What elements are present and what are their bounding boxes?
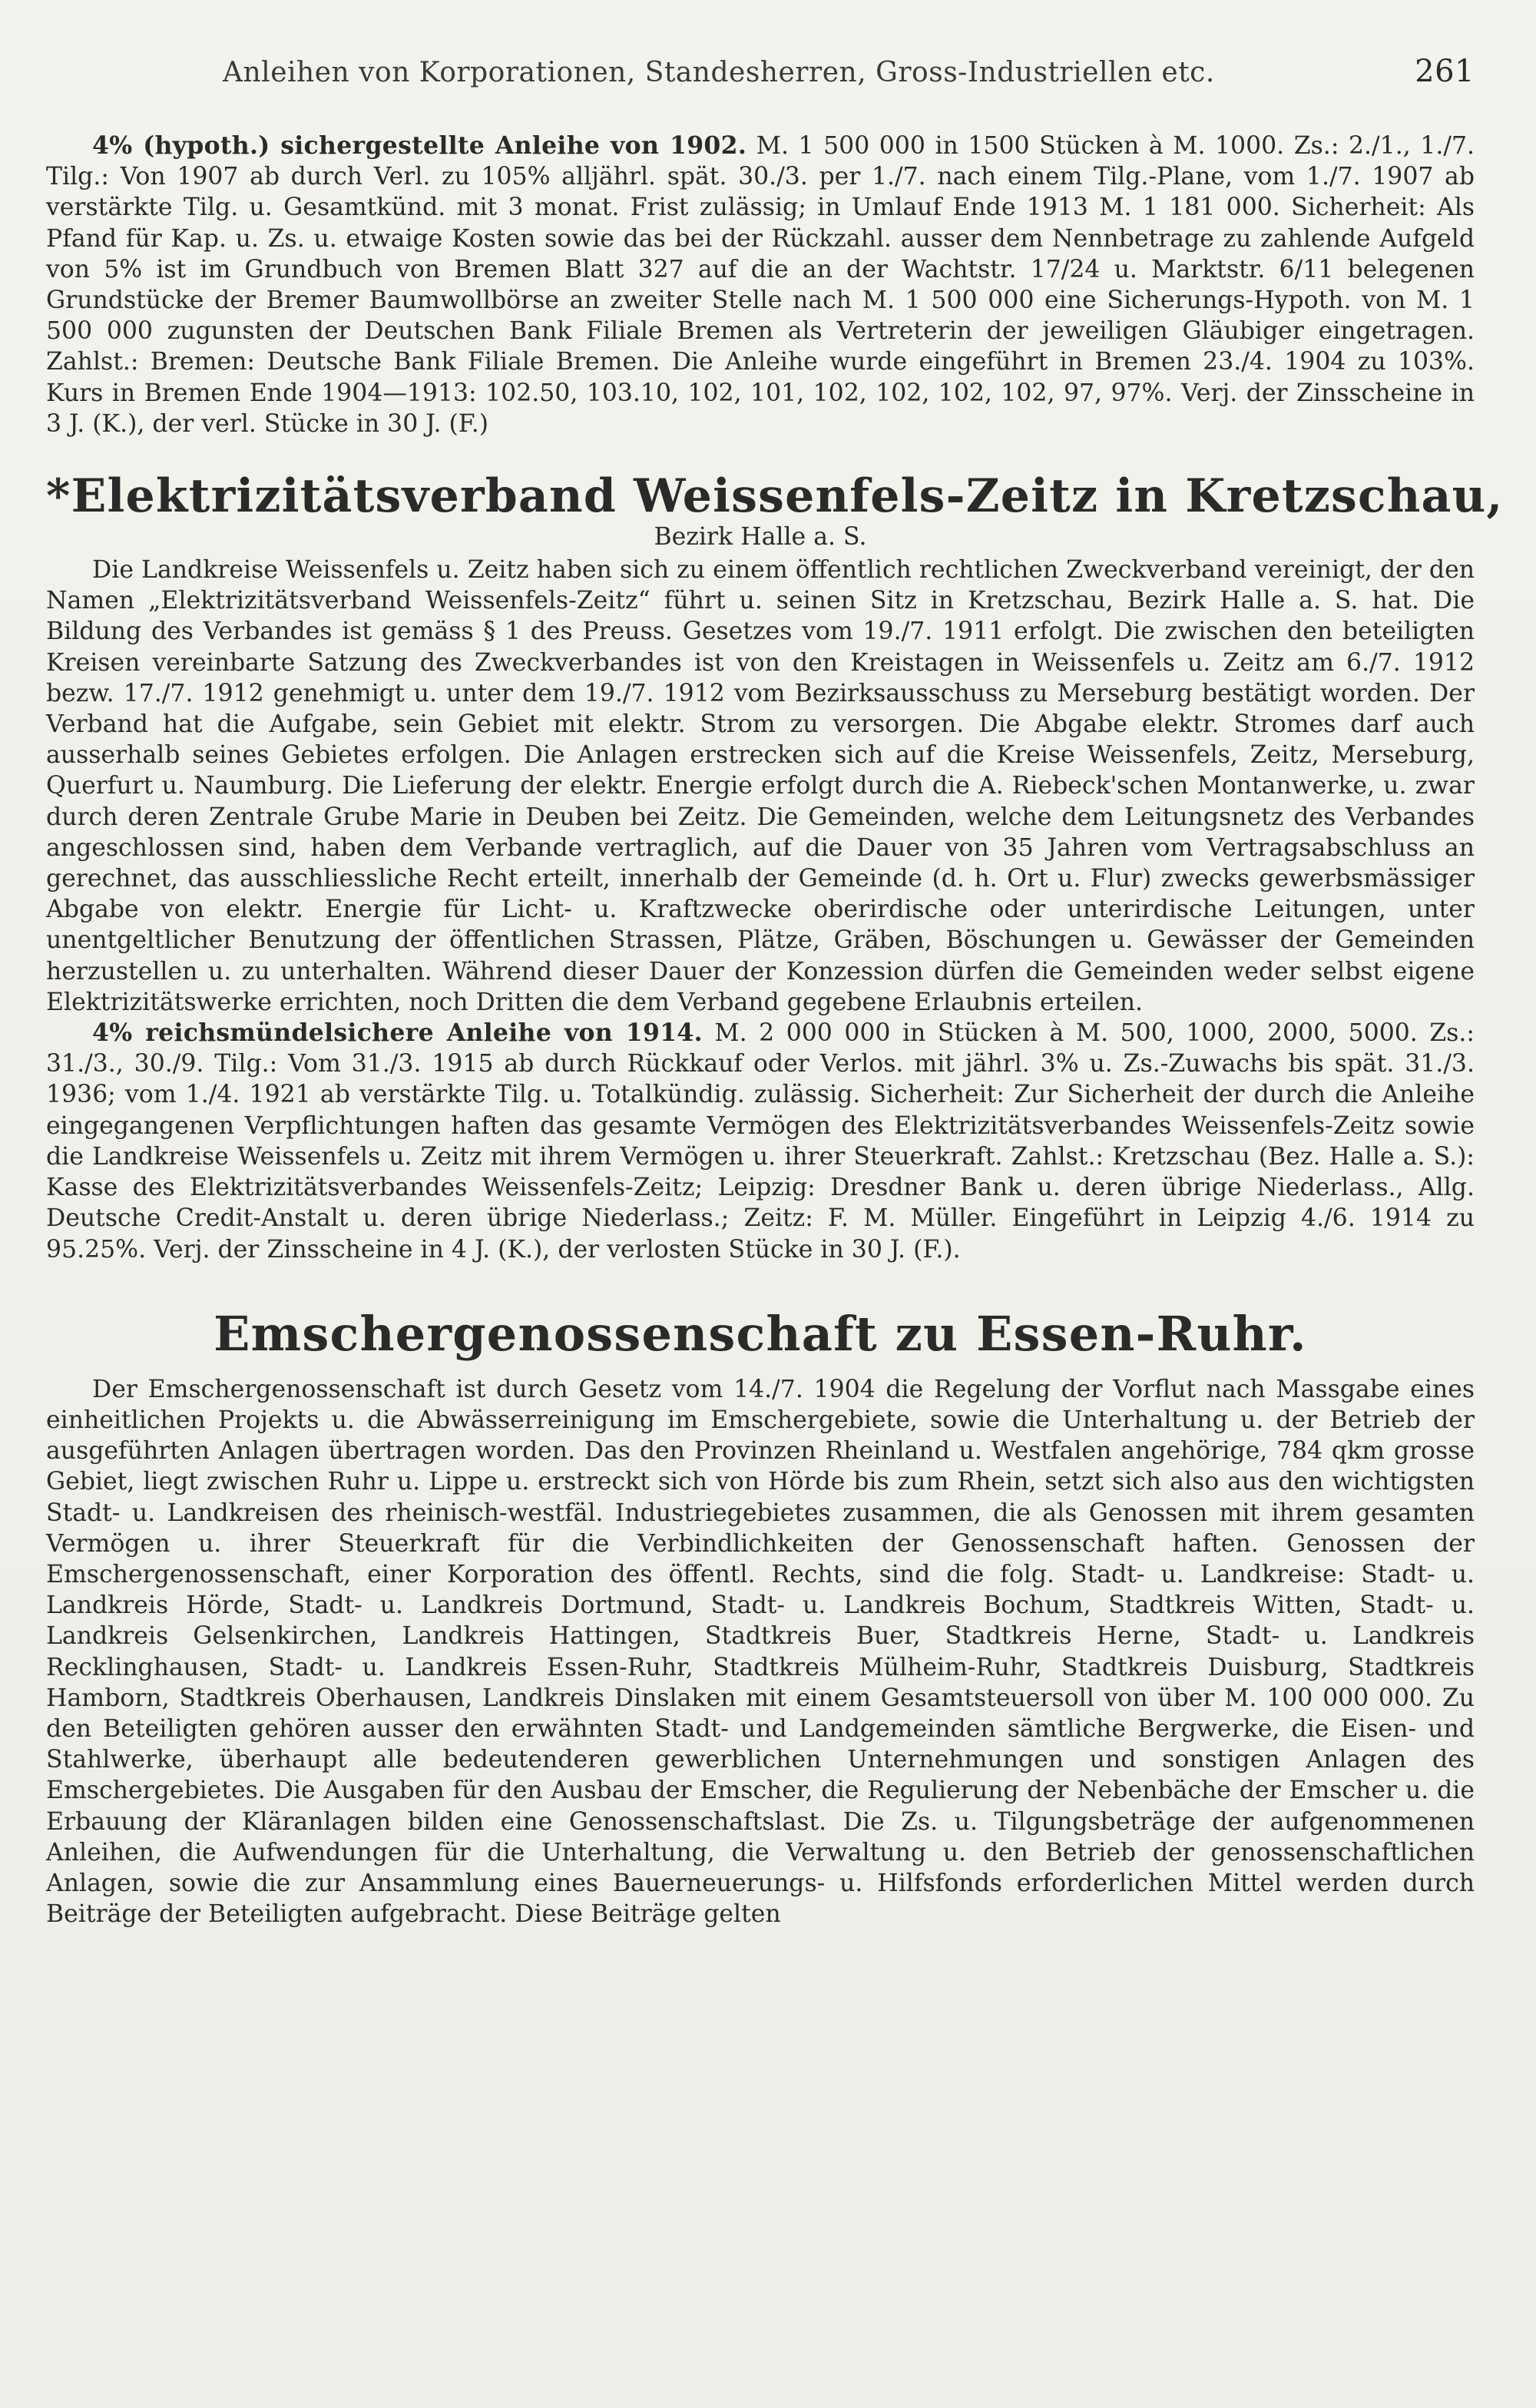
section2-loan-lead: 4% reichsmündelsichere Anleihe von 1914. — [92, 1019, 703, 1048]
page-number: 261 — [1415, 54, 1475, 89]
entry1-lead: 4% (hypoth.) sichergestellte Anleihe von 1902. — [92, 131, 747, 160]
section-emschergenossenschaft — [46, 1305, 1475, 1930]
entry1-body: M. 1 500 000 in 1500 Stücken à M. 1000. Zs.: 2./1., 1./7. Tilg.: Von 1907 ab durch Verl. zu 105% alljährl. spät. 30./3. per 1./7. nach einem Tilg.-Plane, vom 1./7. 1907 ab verstärkte Tilg. u. Gesamtkünd. mit 3 monat. Frist zulässig; in Umlauf Ende 1913 M. 1 181 000. Sicherheit: Als Pfand für Kap. u. Zs. u. etwaige Kosten sowie das bei der Rückzahl. ausser dem Nennbetrage zu zahlende Aufgeld von 5% ist im Grundbuch von Bremen Blatt 327 auf die an der Wachtstr. 17/24 u. Marktstr. 6/11 belegenen Grundstücke der Bremer Baumwollbörse an zweiter Stelle nach M. 1 500 000 eine Sicherungs-Hypoth. von M. 1 500 000 zugunsten der Deutschen Bank Filiale Bremen als Vertreterin der jeweiligen Gläubiger eingetragen. Zahlst.: Bremen: Deutsche Bank Filiale Bremen. Die Anleihe wurde eingeführt in Bremen 23./4. 1904 zu 103%. Kurs in Bremen Ende 1904—1913: 102.50, 103.10, 102, 101, 102, 102, 102, 102, 97, 97%. Verj. der Zinsscheine in 3 J. (K.), der verl. Stücke in 30 J. (F.) — [46, 132, 1475, 438]
section3-title: Emschergenossenschaft zu Essen-Ruhr. — [214, 1305, 1307, 1362]
entry1-paragraph — [46, 131, 1475, 439]
running-title: Anleihen von Korporationen, Standesherren, Gross-Industriellen etc. — [223, 57, 1215, 88]
section2-loan-body: M. 2 000 000 in Stücken à M. 500, 1000, 2000, 5000. Zs.: 31./3., 30./9. Tilg.: Vom 31./3. 1915 ab durch Rückkauf oder Verlos. mit jährl. 3% u. Zs.-Zuwachs bis spät. 31./3. 1936; vom 1./4. 1921 ab verstärkte Tilg. u. Totalkündig. zulässig. Sicherheit: Zur Sicherheit der durch die Anleihe eingegangenen Verpflichtungen haften das gesamte Vermögen des Elektrizitätsverbandes Weissenfels-Zeitz sowie die Landkreise Weissenfels u. Zeitz mit ihrem Vermögen u. ihrer Steuerkraft. Zahlst.: Kretzschau (Bez. Halle a. S.): Kasse des Elektrizitätsverbandes Weissenfels-Zeitz; Leipzig: Dresdner Bank u. deren übrige Niederlass., Allg. Deutsche Credit-Anstalt u. deren übrige Niederlass.; Zeitz: F. M. Müller. Eingeführt in Leipzig 4./6. 1914 zu 95.25%. Verj. der Zinsscheine in 4 J. (K.), der verlosten Stücke in 30 J. (F.). — [46, 1019, 1475, 1264]
section2-paragraph: Die Landkreise Weissenfels u. Zeitz haben sich zu einem öffentlich rechtlichen Zweckverband vereinigt, der den Namen „Elektrizitätsverband Weissenfels-Zeitz“ führt u. seinen Sitz in Kretzschau, Bezirk Halle a. S. hat. Die Bildung des Verbandes ist gemäss § 1 des Preuss. Gesetzes vom 19./7. 1911 erfolgt. Die zwischen den beteiligten Kreisen vereinbarte Satzung des Zweckverbandes ist von den Kreistagen in Weissenfels u. Zeitz am 6./7. 1912 bezw. 17./7. 1912 genehmigt u. unter dem 19./7. 1912 vom Bezirksausschuss zu Merseburg bestätigt worden. Der Verband hat die Aufgabe, sein Gebiet mit elektr. Strom zu versorgen. Die Abgabe elektr. Stromes darf auch ausserhalb seines Gebietes erfolgen. Die Anlagen erstrecken sich auf die Kreise Weissenfels, Zeitz, Merseburg, Querfurt u. Naumburg. Die Lieferung der elektr. Energie erfolgt durch die A. Riebeck'schen Montanwerke, u. zwar durch deren Zentrale Grube Marie in Deuben bei Zeitz. Die Gemeinden, welche dem Leitungsnetz des Verbandes angeschlossen sind, haben dem Verbande vertraglich, auf die Dauer von 35 Jahren vom Vertragsabschluss an gerechnet, das ausschliessliche Recht erteilt, innerhalb der Gemeinde (d. h. Ort u. Flur) zwecks gewerbsmässiger Abgabe von elektr. Energie für Licht- u. Kraftzwecke oberirdische oder unterirdische Leitungen, unter unentgeltlicher Benutzung der öffentlichen Strassen, Plätze, Gräben, Böschungen u. Gewässer der Gemeinden herzustellen u. zu unterhalten. Während dieser Dauer der Konzession dürfen die Gemeinden weder selbst eigene Elektrizitätswerke errichten, noch Dritten die dem Verband gegebene Erlaubnis erteilen. — [46, 556, 1475, 1016]
section2-loan-paragraph — [46, 1018, 1475, 1265]
section-elektrizitaetsverband — [46, 469, 1504, 1265]
entry-hypothekenanleihe-1902 — [46, 131, 1475, 439]
section2-subtitle: Bezirk Halle a. S. — [654, 523, 867, 551]
section2-title: *Elektrizitätsverband Weissenfels-Zeitz in Kretzschau, — [46, 469, 1504, 524]
section3-paragraph: Der Emschergenossenschaft ist durch Gesetz vom 14./7. 1904 die Regelung der Vorflut nach Massgabe eines einheitlichen Projekts u. die Abwässerreinigung im Emschergebiete, sowie die Unterhaltung u. der Betrieb der ausgeführten Anlagen übertragen worden. Das den Provinzen Rheinland u. Westfalen angehörige, 784 qkm grosse Gebiet, liegt zwischen Ruhr u. Lippe u. erstreckt sich von Hörde bis zum Rhein, setzt sich also aus den wichtigsten Stadt- u. Landkreisen des rheinisch-westfäl. Industriegebietes zusammen, die als Genossen mit ihrem gesamten Vermögen u. ihrer Steuerkraft für die Verbindlichkeiten der Genossenschaft haften. Genossen der Emschergenossenschaft, einer Korporation des öffentl. Rechts, sind die folg. Stadt- u. Landkreise: Stadt- u. Landkreis Hörde, Stadt- u. Landkreis Dortmund, Stadt- u. Landkreis Bochum, Stadtkreis Witten, Stadt- u. Landkreis Gelsenkirchen, Landkreis Hattingen, Stadtkreis Buer, Stadtkreis Herne, Stadt- u. Landkreis Recklinghausen, Stadt- u. Landkreis Essen-Ruhr, Stadtkreis Mülheim-Ruhr, Stadtkreis Duisburg, Stadtkreis Hamborn, Stadtkreis Oberhausen, Landkreis Dinslaken mit einem Gesamtsteuersoll von über M. 100 000 000. Zu den Beteiligten gehören ausser den erwähnten Stadt- und Landgemeinden sämtliche Bergwerke, die Eisen- und Stahlwerke, überhaupt alle bedeutenderen gewerblichen Unternehmungen und sonstigen Anlagen des Emschergebietes. Die Ausgaben für den Ausbau der Emscher, die Regulierung der Nebenbäche der Emscher u. die Erbauung der Kläranlagen bilden eine Genossenschaftslast. Die Zs. u. Tilgungsbeträge der aufgenommenen Anleihen, die Aufwendungen für die Unterhaltung, die Verwaltung u. den Betrieb der genossenschaftlichen Anlagen, sowie die zur Ansammlung eines Bauerneuerungs- u. Hilfsfonds erforderlichen Mittel werden durch Beiträge der Beteiligten aufgebracht. Diese Beiträge gelten — [46, 1375, 1475, 1929]
running-head — [46, 54, 1475, 89]
